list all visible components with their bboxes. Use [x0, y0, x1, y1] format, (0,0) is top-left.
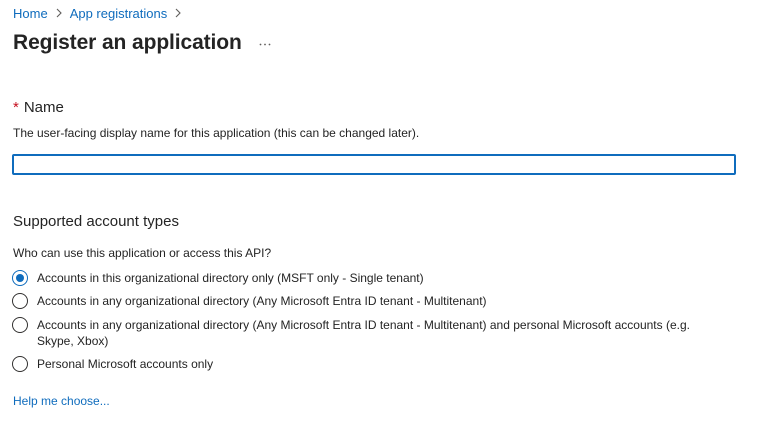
radio-button-selected[interactable] [12, 270, 28, 286]
name-description: The user-facing display name for this application (this can be changed later). [13, 126, 420, 140]
name-label-text: Name [23, 99, 64, 116]
breadcrumb [13, 5, 189, 21]
more-icon [259, 33, 271, 51]
supported-account-types-heading: Supported account types [13, 213, 179, 230]
breadcrumb-app-registrations-link[interactable]: App registrations [69, 5, 168, 21]
radio-label: Accounts in any organizational directory (Any Microsoft Entra ID tenant - Multitenant) [37, 294, 487, 308]
breadcrumb-home-link[interactable]: Home [13, 5, 48, 21]
account-types-question: Who can use this application or access this API? [13, 246, 272, 260]
chevron-right-icon [173, 8, 183, 18]
radio-multitenant-personal[interactable] [12, 317, 722, 349]
radio-single-tenant[interactable] [12, 270, 424, 286]
name-input[interactable] [12, 154, 736, 175]
radio-button[interactable] [12, 293, 28, 309]
radio-multitenant[interactable] [12, 293, 487, 309]
page-title: Register an application [13, 31, 242, 54]
name-label [13, 98, 64, 118]
radio-label: Accounts in this organizational directory only (MSFT only - Single tenant) [37, 271, 424, 285]
radio-button[interactable] [12, 356, 28, 372]
radio-label: Personal Microsoft accounts only [37, 357, 214, 371]
radio-personal-only[interactable] [12, 356, 213, 372]
radio-label: Accounts in any organizational directory (Any Microsoft Entra ID tenant - Multitenant) and personal Microsoft accounts (e.g. Skype, Xbox) [37, 318, 690, 348]
chevron-right-icon [54, 8, 64, 18]
more-options-button[interactable] [256, 32, 274, 52]
required-marker: * [13, 99, 19, 116]
radio-button[interactable] [12, 317, 28, 333]
help-me-choose-link[interactable]: Help me choose... [13, 394, 110, 408]
